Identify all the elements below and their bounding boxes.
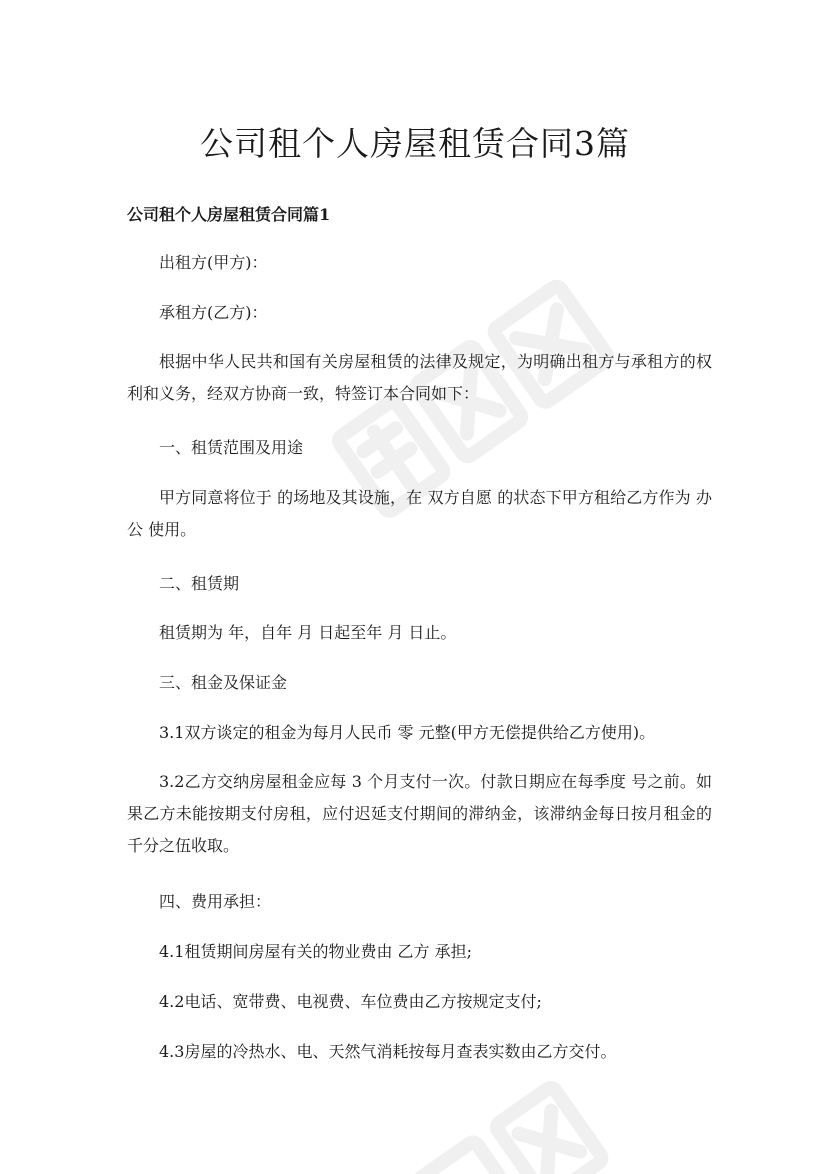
term-paragraph: 租赁期为 年，自年 月 日起至年 月 日止。 — [159, 623, 457, 642]
cost-clause-4-2: 4.2电话、宽带费、电视费、车位费由乙方按规定支付; — [159, 992, 542, 1011]
clause-heading-rent: 三、租金及保证金 — [159, 673, 288, 692]
section-title: 公司租个人房屋租赁合同篇1 — [127, 205, 331, 224]
cost-clause-4-1: 4.1租赁期间房屋有关的物业费由 乙方 承担; — [159, 942, 473, 961]
clause-heading-costs: 四、费用承担： — [159, 892, 272, 911]
rent-clause-3-2: 3.2乙方交纳房屋租金应每 3 个月支付一次。付款日期应在每季度 号之前。如果乙方未能按期支付房租，应付迟延支付期间的滞纳金，该滞纳金每日按月租金的千分之伍收取。 — [127, 772, 712, 855]
clause-heading-scope: 一、租赁范围及用途 — [159, 438, 304, 457]
cost-clause-4-3: 4.3房屋的冷热水、电、天然气消耗按每月查表实数由乙方交付。 — [159, 1042, 617, 1061]
document-title: 公司租个人房屋租赁合同3篇 — [200, 124, 630, 163]
party-b-line: 承租方(乙方)： — [159, 303, 268, 322]
rent-clause-3-1: 3.1双方谈定的租金为每月人民币 零 元整(甲方无偿提供给乙方使用)。 — [159, 723, 656, 742]
party-a-line: 出租方(甲方)： — [159, 253, 268, 272]
preamble-paragraph: 根据中华人民共和国有关房屋租赁的法律及规定，为明确出租方与承租方的权利和义务，经双方协商一致，特签订本合同如下： — [127, 352, 712, 403]
scope-paragraph: 甲方同意将位于 的场地及其设施，在 双方自愿 的状态下甲方租给乙方作为 办公 使用。 — [127, 488, 712, 539]
clause-heading-term: 二、租赁期 — [159, 574, 240, 593]
